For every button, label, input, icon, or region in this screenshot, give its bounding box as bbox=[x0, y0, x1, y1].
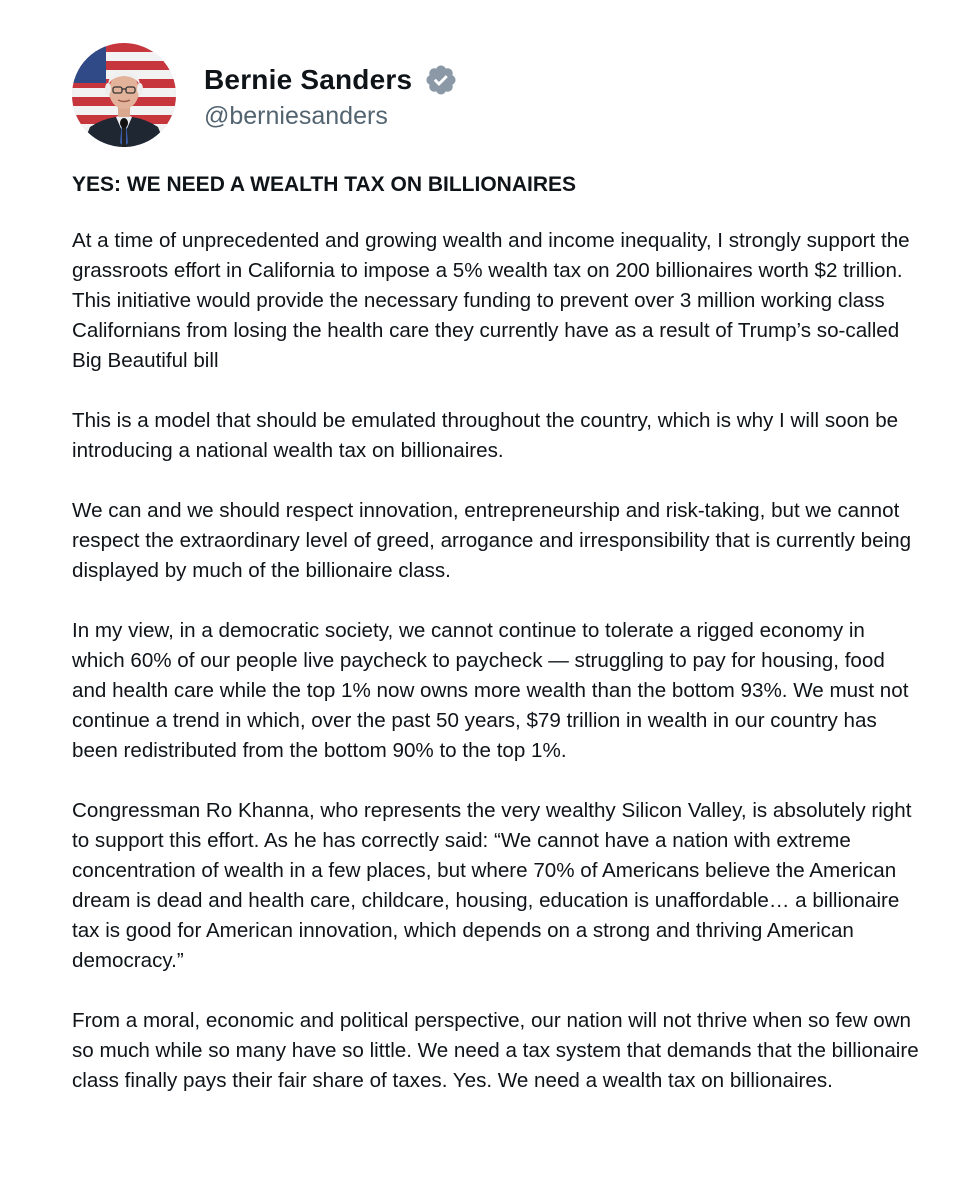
author-name-row bbox=[204, 60, 458, 100]
post-paragraph: This is a model that should be emulated throughout the country, which is why I will soon be introducing a national wealth tax on billionaires. bbox=[72, 409, 899, 462]
post-paragraph: Congressman Ro Khanna, who represents the very wealthy Silicon Valley, is absolutely right to support this effort. As he has correctly said: “We cannot have a nation with extreme concentration of wealth in a few places, but where 70% of Americans believe the American dream is dead and health care, childcare, housing, education is unaffordable… a billionaire tax is good for American innovation, which depends on a strong and thriving American democracy.” bbox=[72, 799, 912, 972]
post-paragraph: In my view, in a democratic society, we cannot continue to tolerate a rigged economy in which 60% of our people live paycheck to paycheck — struggling to pay for housing, food and health care while the top 1% now owns more wealth than the bottom 93%. We must not continue a trend in which, over the past 50 years, $79 trillion in wealth in our country has been redistributed from the bottom 90% to the top 1%. bbox=[72, 619, 909, 762]
post-paragraph: At a time of unprecedented and growing wealth and income inequality, I strongly support the grassroots effort in California to impose a 5% wealth tax on 200 billionaires worth $2 trillion. This initiative would provide the necessary funding to prevent over 3 million working class Californians from losing the health care they currently have as a result of Trump’s so-called Big Beautiful bill bbox=[72, 229, 910, 372]
post-paragraph: We can and we should respect innovation, entrepreneurship and risk-taking, but we cannot respect the extraordinary level of greed, arrogance and irresponsibility that is currently being displayed by much of the billionaire class. bbox=[72, 499, 912, 582]
post-body bbox=[72, 170, 922, 1126]
author-display-name[interactable]: Bernie Sanders bbox=[204, 63, 413, 95]
post-header bbox=[72, 42, 458, 148]
post-paragraph: From a moral, economic and political perspective, our nation will not thrive when so few own so much while so many have so little. We need a tax system that demands that the billionaire class finally pays their fair share of taxes. Yes. We need a wealth tax on billionaires. bbox=[72, 1009, 919, 1092]
verified-badge-icon bbox=[424, 63, 458, 97]
avatar[interactable] bbox=[72, 43, 176, 147]
author-handle[interactable]: @berniesanders bbox=[204, 101, 388, 130]
profile-photo-avatar bbox=[72, 43, 176, 147]
author-identity bbox=[204, 60, 458, 131]
post-title: YES: WE NEED A WEALTH TAX ON BILLIONAIRES bbox=[72, 173, 576, 196]
